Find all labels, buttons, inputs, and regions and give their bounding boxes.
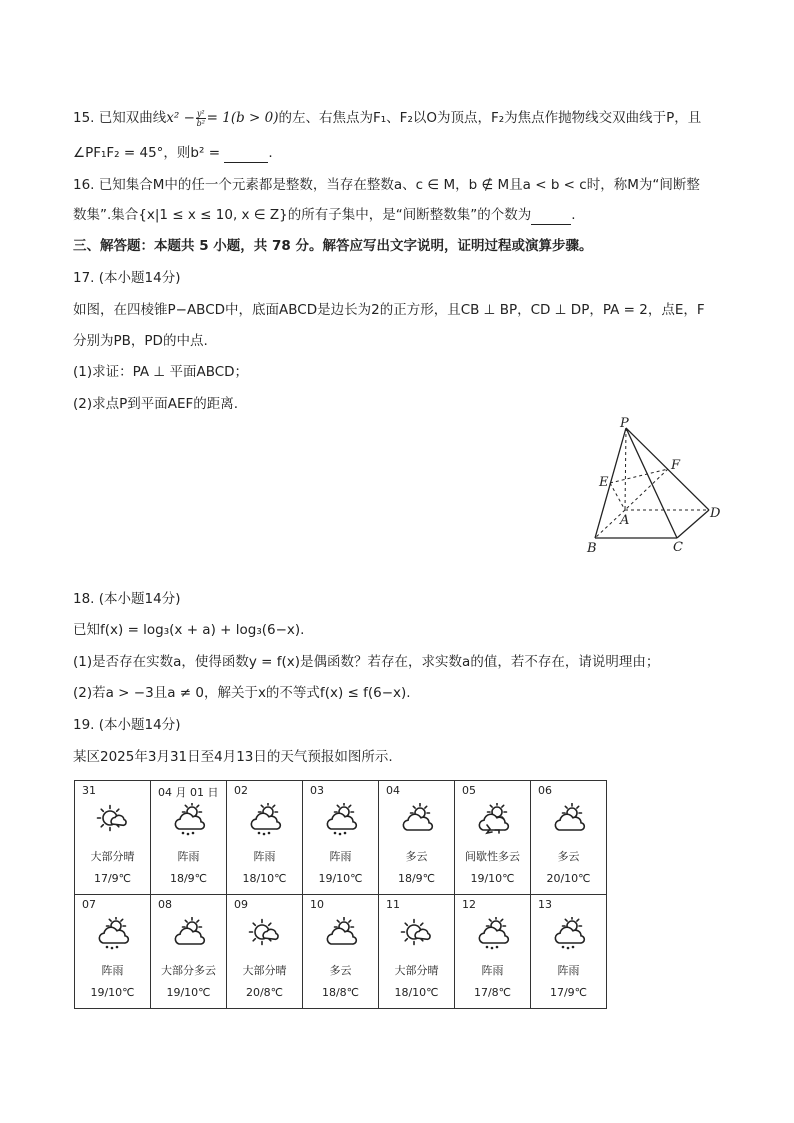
cloud-sun-icon: [324, 917, 358, 957]
q17-line1: 如图，在四棱锥P−ABCD中，底面ABCD是边长为2的正方形，且CB ⊥ BP，CD ⊥ DP，PA = 2，点E，F: [73, 302, 705, 318]
cloud-sun-rain-icon: [324, 803, 358, 843]
pyramid-figure: [583, 415, 733, 560]
q16-line2: [73, 205, 576, 225]
label-C: C: [673, 540, 683, 555]
cloud-sun-icon: [172, 917, 206, 957]
weather-temp: 19/10℃: [318, 872, 363, 885]
q15-fraction: [196, 109, 206, 128]
q17-header: 17. (本小题14分): [73, 270, 181, 286]
weather-desc: 阵雨: [177, 850, 200, 863]
label-B: B: [587, 541, 597, 556]
weather-date: 08: [158, 898, 172, 911]
weather-desc: 阵雨: [101, 964, 124, 977]
weather-temp: 20/8℃: [245, 986, 284, 999]
q15-frac-den: b²: [196, 118, 205, 128]
weather-temp: 19/10℃: [166, 986, 211, 999]
weather-cell: [75, 895, 151, 1009]
weather-temp: 18/9℃: [169, 872, 208, 885]
weather-row: [75, 895, 607, 1009]
weather-date: 07: [82, 898, 96, 911]
q18-part2: (2)若a > −3且a ≠ 0，解关于x的不等式f(x) ≤ f(6−x).: [73, 685, 411, 701]
q15-condition: ∠PF₁F₂ = 45°，则b² =: [73, 145, 221, 161]
q16-answer-blank[interactable]: [531, 224, 571, 225]
weather-date: 09: [234, 898, 248, 911]
label-A: A: [620, 513, 630, 528]
weather-desc: 阵雨: [557, 964, 580, 977]
weather-temp: 18/10℃: [242, 872, 287, 885]
weather-date: 12: [462, 898, 476, 911]
cloud-sun-icon: [552, 803, 586, 843]
q15-line2: [73, 143, 273, 163]
q19-header: 19. (本小题14分): [73, 717, 181, 733]
weather-desc: 多云: [557, 850, 580, 863]
weather-desc: 阵雨: [481, 964, 504, 977]
weather-desc: 多云: [405, 850, 428, 863]
weather-date: 03: [310, 784, 324, 797]
q18-line1: 已知f(x) = log₃(x + a) + log₃(6−x).: [73, 622, 305, 638]
cloud-sun-rain-icon: [476, 917, 510, 957]
label-P: P: [620, 416, 629, 431]
weather-date: 06: [538, 784, 552, 797]
edge-CD: [677, 510, 709, 538]
q15-frac-num: y²: [196, 108, 205, 118]
edge-PC: [626, 428, 677, 538]
weather-temp: 19/10℃: [90, 986, 135, 999]
q17-line2: 分别为PB，PD的中点.: [73, 333, 208, 349]
weather-temp: 18/10℃: [394, 986, 439, 999]
q15-intro: 15. 已知双曲线: [73, 110, 167, 126]
q15-period: .: [268, 145, 273, 161]
weather-date: 11: [386, 898, 400, 911]
weather-desc: 大部分晴: [242, 964, 287, 977]
q17-part2: (2)求点P到平面AEF的距离.: [73, 396, 239, 412]
weather-cell: [455, 895, 531, 1009]
weather-cell: [303, 781, 379, 895]
weather-temp: 17/9℃: [549, 986, 588, 999]
q15-answer-blank[interactable]: [224, 162, 268, 163]
weather-desc: 大部分晴: [394, 964, 439, 977]
weather-date: 05: [462, 784, 476, 797]
q16-line1: 16. 已知集合M中的任一个元素都是整数，当存在整数a、c ∈ M，b ∉ M且a < b < c时，称M为“间断整: [73, 177, 700, 193]
weather-desc: 阵雨: [329, 850, 352, 863]
weather-temp: 20/10℃: [546, 872, 591, 885]
cloud-sun-rain-icon: [96, 917, 130, 957]
cloud-sun-rain-icon: [248, 803, 282, 843]
weather-date: 13: [538, 898, 552, 911]
weather-cell: [227, 895, 303, 1009]
weather-desc: 阵雨: [253, 850, 276, 863]
sun-cloud-icon: [248, 917, 282, 957]
edge-PA: [625, 428, 626, 510]
weather-desc: 多云: [329, 964, 352, 977]
sun-cloud-icon: [96, 803, 130, 843]
weather-cell: [151, 781, 227, 895]
weather-cell: [531, 895, 607, 1009]
weather-date: 31: [82, 784, 96, 797]
q18-part1: (1)是否存在实数a，使得函数y = f(x)是偶函数？若存在，求实数a的值，若不存在，请说明理由；: [73, 654, 660, 670]
weather-cell: [379, 895, 455, 1009]
weather-temp: 19/10℃: [470, 872, 515, 885]
q15-eq-part-a: x² −: [166, 110, 195, 126]
weather-date: 10: [310, 898, 324, 911]
cloud-sun-rain-icon: [552, 917, 586, 957]
weather-cell: [531, 781, 607, 895]
weather-cell: [227, 781, 303, 895]
weather-desc: 间歇性多云: [465, 850, 520, 863]
weather-temp: 18/8℃: [321, 986, 360, 999]
q17-part1: (1)求证：PA ⊥ 平面ABCD；: [73, 364, 249, 380]
cloud-sun-icon: [400, 803, 434, 843]
weather-temp: 17/9℃: [93, 872, 132, 885]
weather-cell: [455, 781, 531, 895]
weather-forecast-table: [74, 780, 607, 1009]
q15-rest: 的左、右焦点为F₁、F₂以O为顶点，F₂为焦点作抛物线交双曲线于P，且: [278, 110, 702, 126]
q15-line1: [73, 108, 701, 128]
weather-date: 04: [386, 784, 400, 797]
q19-line1: 某区2025年3月31日至4月13日的天气预报如图所示.: [73, 749, 393, 765]
label-D: D: [710, 506, 721, 521]
segment-EF: [610, 469, 668, 483]
weather-date: 02: [234, 784, 248, 797]
label-E: E: [599, 475, 609, 490]
weather-temp: 17/8℃: [473, 986, 512, 999]
weather-cell: [379, 781, 455, 895]
weather-cell: [151, 895, 227, 1009]
q16-question: 数集”.集合{x|1 ≤ x ≤ 10, x ∈ Z}的所有子集中，是“间断整数集”的个数为: [73, 207, 532, 223]
weather-desc: 大部分晴: [90, 850, 135, 863]
weather-row: [75, 781, 607, 895]
weather-cell: [303, 895, 379, 1009]
section3-heading: 三、解答题：本题共 5 小题，共 78 分。解答应写出文字说明，证明过程或演算步骤。: [73, 238, 593, 254]
sun-cloud-icon: [400, 917, 434, 957]
weather-temp: 18/9℃: [397, 872, 436, 885]
segment-EA: [610, 483, 625, 510]
q18-header: 18. (本小题14分): [73, 591, 181, 607]
label-F: F: [671, 458, 681, 473]
weather-desc: 大部分多云: [161, 964, 216, 977]
weather-date: 04 月 01 日: [158, 786, 219, 799]
weather-cell: [75, 781, 151, 895]
q15-eq-part-b: = 1(b > 0): [206, 110, 279, 126]
cloud-sun-rain-icon: [172, 803, 206, 843]
q16-period: .: [571, 207, 576, 223]
cloud-sun-storm-icon: [476, 803, 510, 843]
